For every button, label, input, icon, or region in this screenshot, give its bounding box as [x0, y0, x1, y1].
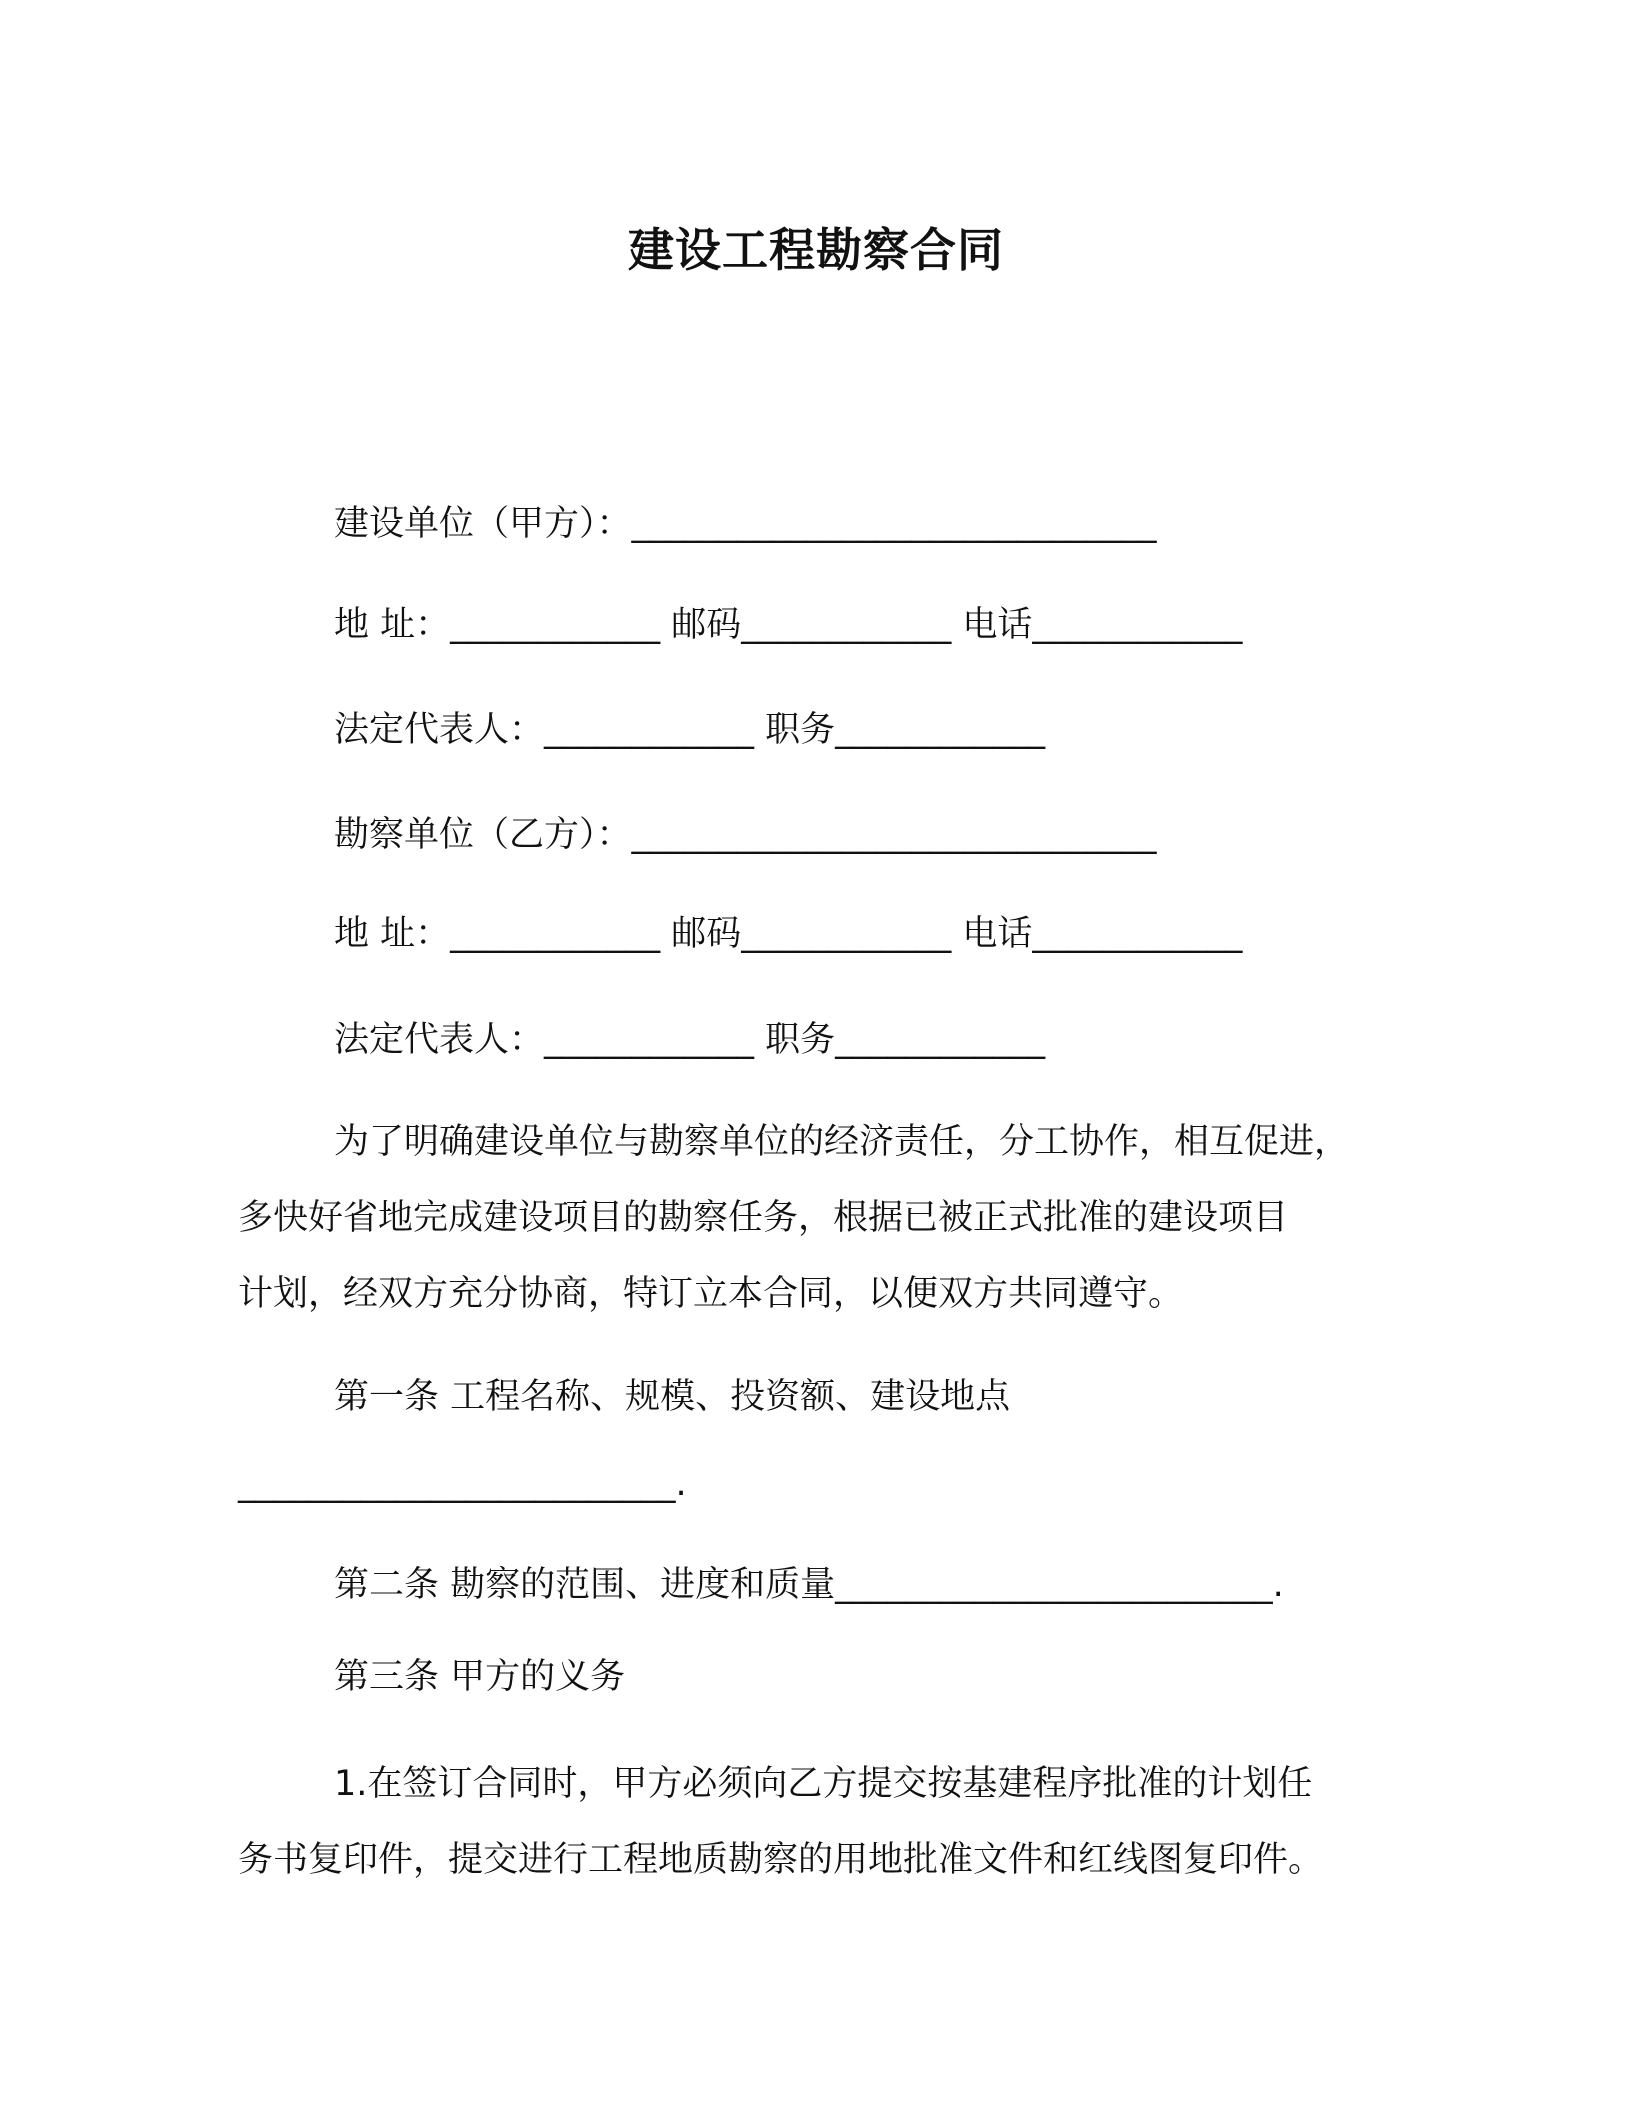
page-title: 建设工程勘察合同: [628, 223, 1004, 277]
party-b-address-line: 地 址：____________ 邮码____________ 电话____________: [334, 914, 1243, 954]
party-a-address-line: 地 址：____________ 邮码____________ 电话____________: [334, 605, 1243, 645]
preamble-line-3: 计划，经双方充分协商，特订立本合同，以便双方共同遵守。: [238, 1274, 1184, 1314]
article-3-heading: 第三条 甲方的义务: [334, 1657, 626, 1697]
party-b-representative-line: 法定代表人：____________ 职务____________: [334, 1020, 1046, 1060]
party-b-unit-line: 勘察单位（乙方）：______________________________: [334, 815, 1157, 855]
article-2-heading: 第二条 勘察的范围、进度和质量_________________________.: [334, 1565, 1284, 1605]
article-1-heading: 第一条 工程名称、规模、投资额、建设地点: [334, 1377, 1011, 1417]
party-a-representative-line: 法定代表人：____________ 职务____________: [334, 710, 1046, 750]
preamble-line-1: 为了明确建设单位与勘察单位的经济责任，分工协作，相互促进，: [334, 1122, 1350, 1162]
party-a-unit-line: 建设单位（甲方）：______________________________: [334, 504, 1157, 544]
article-3-item-1-line-1: 1.在签订合同时，甲方必须向乙方提交按基建程序批准的计划任: [334, 1764, 1313, 1804]
article-1-blank: _________________________.: [238, 1464, 687, 1504]
article-3-item-1-line-2: 务书复印件，提交进行工程地质勘察的用地批准文件和红线图复印件。: [238, 1840, 1324, 1880]
preamble-line-2: 多快好省地完成建设项目的勘察任务，根据已被正式批准的建设项目: [238, 1198, 1289, 1238]
